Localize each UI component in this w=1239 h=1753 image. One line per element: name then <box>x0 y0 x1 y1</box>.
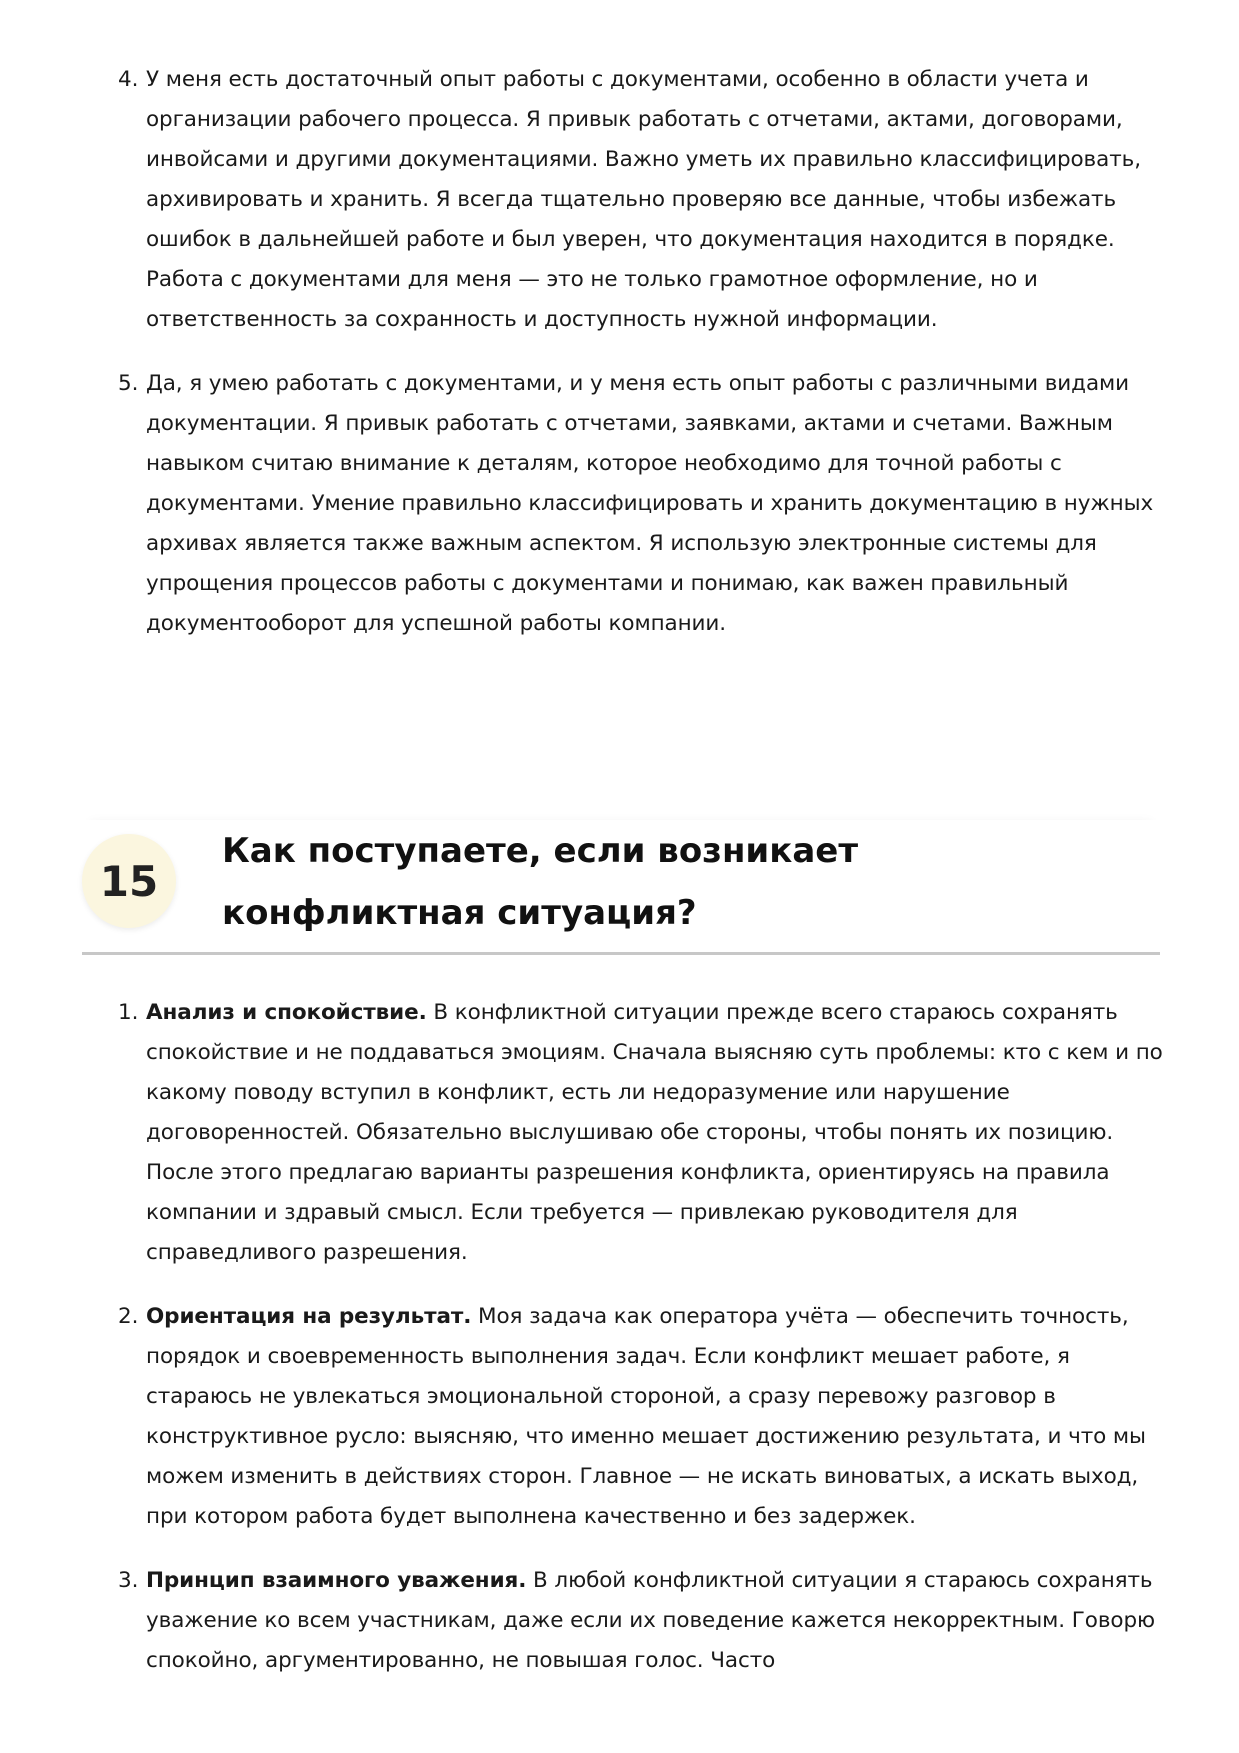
list-item-text: Моя задача как оператора учёта — обеспечить точность, порядок и своевременность выполнения задач. Если конфликт мешает работе, я стараюсь не увлекаться эмоциональной стороной, а сразу перевожу разговор в конструктивное русло: выясняю, что именно мешает достижению результата, и что мы можем изменить в действиях сторон. Главное — не искать виноватых, а искать выход, при котором работа будет выполнена качественно и без задержек. <box>146 1304 1146 1529</box>
list-item-text: У меня есть достаточный опыт работы с документами, особенно в области учета и организации рабочего процесса. Я привык работать с отчетами, актами, договорами, инвойсами и другими документациями. Важно уметь их правильно классифицировать, архивировать и хранить. Я всегда тщательно проверяю все данные, чтобы избежать ошибок в дальнейшей работе и был уверен, что документация находится в порядке. Работа с документами для меня — это не только грамотное оформление, но и ответственность за сохранность и доступность нужной информации. <box>146 67 1141 332</box>
list-item <box>118 1297 1168 1537</box>
list-item <box>118 364 1168 644</box>
list-item-lead: Анализ и спокойствие. <box>146 1000 427 1025</box>
list-item-number: 4. <box>118 67 139 92</box>
question-number-badge: 15 <box>82 834 176 928</box>
section-title: Как поступаете, если возникает конфликтная ситуация? <box>222 831 859 933</box>
list-item-lead: Принцип взаимного уважения. <box>146 1568 527 1593</box>
list-item-text: В любой конфликтной ситуации я стараюсь сохранять уважение ко всем участникам, даже если их поведение кажется некорректным. Говорю спокойно, аргументированно, не повышая голос. Часто <box>146 1568 1156 1673</box>
answer-list-conflict <box>118 993 1168 1681</box>
list-item-text: В конфликтной ситуации прежде всего стараюсь сохранять спокойствие и не поддаваться эмоциям. Сначала выясняю суть проблемы: кто с кем и по какому поводу вступил в конфликт, есть ли недоразумение или нарушение договоренностей. Обязательно выслушиваю обе стороны, чтобы понять их позицию. После этого предлагаю варианты разрешения конфликта, ориентируясь на правила компании и здравый смысл. Если требуется — привлекаю руководителя для справедливого разрешения. <box>146 1000 1163 1265</box>
list-item-number: 3. <box>118 1568 139 1593</box>
section-header <box>82 820 1160 955</box>
list-item-number: 2. <box>118 1304 139 1329</box>
list-item <box>118 60 1168 340</box>
list-item-number: 5. <box>118 371 139 396</box>
list-item-text: Да, я умею работать с документами, и у меня есть опыт работы с различными видами документации. Я привык работать с отчетами, заявками, актами и счетами. Важным навыком считаю внимание к деталям, которое необходимо для точной работы с документами. Умение правильно классифицировать и хранить документацию в нужных архивах является также важным аспектом. Я использую электронные системы для упрощения процессов работы с документами и понимаю, как важен правильный документооборот для успешной работы компании. <box>146 371 1154 636</box>
answer-list-previous-question <box>118 60 1168 644</box>
list-item <box>118 1561 1168 1681</box>
list-item-lead: Ориентация на результат. <box>146 1304 472 1329</box>
list-item <box>118 993 1168 1273</box>
list-item-number: 1. <box>118 1000 139 1025</box>
